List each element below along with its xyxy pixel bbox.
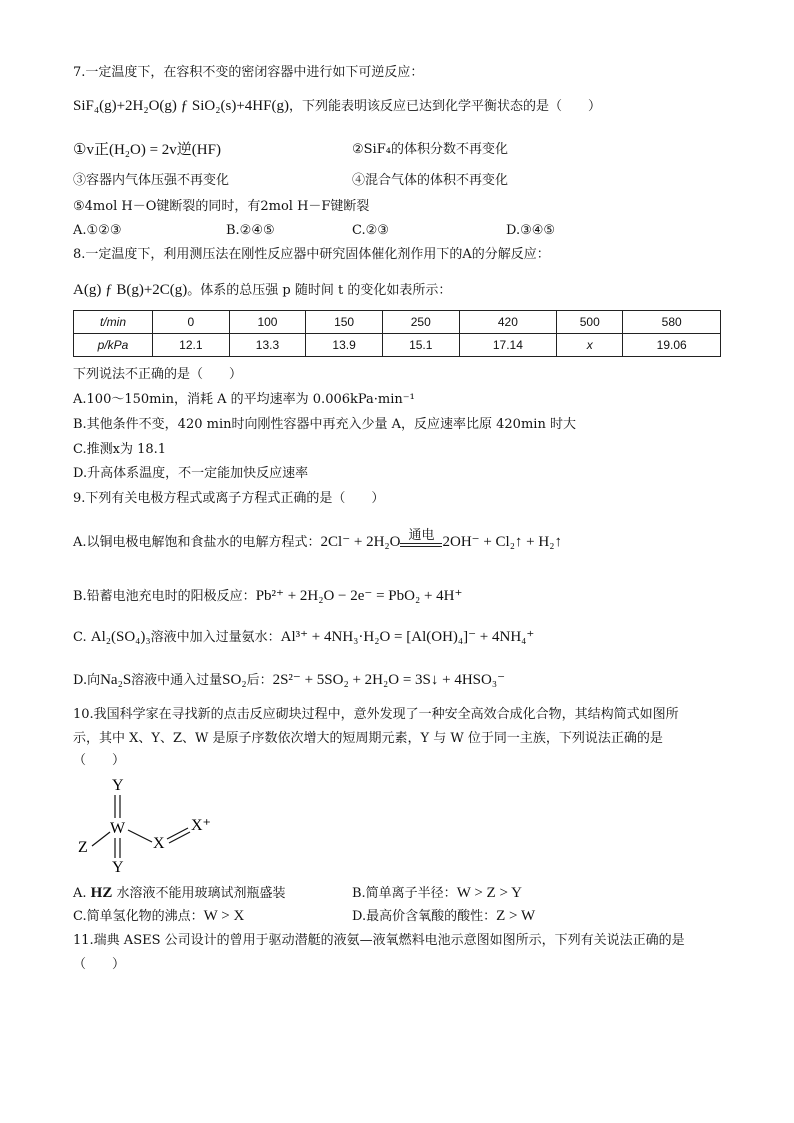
table-cell: 17.14 bbox=[459, 334, 557, 357]
q8-stem: 8.一定温度下，利用测压法在刚性反应器中研究固体催化剂作用下的A的分解反应： bbox=[73, 247, 550, 262]
table-row-pressure bbox=[74, 334, 721, 357]
q7-equation: SiF₄(g)+2H₂O(g) ƒ SiO₂(s)+4HF(g) bbox=[73, 98, 289, 114]
table-row-time bbox=[74, 311, 721, 334]
table-cell: p/kPa bbox=[74, 334, 153, 357]
table-cell: 100 bbox=[229, 311, 306, 334]
q9-option-d-suffix: 后： bbox=[246, 673, 273, 688]
q9-a-left: 2Cl⁻ + 2H₂O bbox=[320, 534, 401, 550]
q9-option-d-prefix: D.向 bbox=[73, 673, 101, 688]
q10-option-d bbox=[352, 907, 535, 926]
q10-option-b-prefix: B.简单离子半径： bbox=[352, 886, 457, 901]
table-cell: 13.9 bbox=[306, 334, 383, 357]
q8-stem2: 。体系的总压强 p 随时间 t 的变化如表所示： bbox=[187, 283, 452, 298]
q10-stem-3: （ ） bbox=[73, 753, 126, 768]
q8-option-a: A.100～150min，消耗 A 的平均速率为 0.006kPa·min⁻¹ bbox=[73, 392, 415, 407]
q7-stem-line bbox=[73, 97, 601, 116]
q11-stem-2: （ ） bbox=[73, 957, 126, 972]
q9-d-equation: 2S²⁻ + 5SO₂ + 2H₂O = 3S↓ + 4HSO₃⁻ bbox=[272, 672, 505, 688]
table-cell: 0 bbox=[153, 311, 230, 334]
q7-item-1: ①v正(H₂O) = 2v逆(HF) bbox=[73, 142, 221, 158]
q9-option-d-mid: 溶液中通入过量 bbox=[131, 673, 223, 688]
q10-option-c bbox=[73, 907, 244, 926]
q9-d-formula-2: SO₂ bbox=[222, 672, 247, 688]
q7-item-5: ⑤4mol H－O键断裂的同时，有2mol H－F键断裂 bbox=[73, 199, 370, 214]
atom-x: X bbox=[153, 835, 165, 852]
q8-option-b: B.其他条件不变，420 min时向刚性容器中再充入少量 A，反应速率比原 420min 时大 bbox=[73, 417, 576, 432]
table-cell: 12.1 bbox=[153, 334, 230, 357]
table-cell: 150 bbox=[306, 311, 383, 334]
q9-d-formula-1: Na₂S bbox=[100, 672, 132, 688]
q9-option-a bbox=[73, 528, 562, 552]
q7-stem2: ，下列能表明该反应已达到化学平衡状态的是（ ） bbox=[288, 99, 601, 114]
q9-stem: 9.下列有关电极方程式或离子方程式正确的是（ ） bbox=[73, 491, 385, 506]
table-cell: 420 bbox=[459, 311, 557, 334]
q8-equation: A(g) ƒ B(g)+2C(g) bbox=[73, 282, 188, 298]
structure-diagram bbox=[70, 770, 230, 880]
atom-x-plus: X⁺ bbox=[191, 817, 211, 834]
atom-y-bottom: Y bbox=[112, 859, 124, 876]
table-cell: 500 bbox=[557, 311, 623, 334]
q7-item-4: ④混合气体的体积不再变化 bbox=[352, 173, 509, 188]
q10-option-d-prefix: D.最高价含氧酸的酸性： bbox=[352, 909, 497, 924]
atom-w: W bbox=[110, 820, 126, 837]
q10-option-c-text: W > X bbox=[203, 908, 245, 924]
q9-option-c bbox=[73, 628, 534, 647]
q10-option-a-prefix: A. bbox=[73, 886, 91, 901]
q7-option-a: A.①②③ bbox=[73, 223, 122, 238]
q10-option-b-text: W > Z > Y bbox=[456, 885, 522, 901]
q8-stem-line bbox=[73, 281, 451, 300]
atom-y-top: Y bbox=[112, 777, 124, 794]
q7-stem: 7.一定温度下，在容积不变的密闭容器中进行如下可逆反应： bbox=[73, 65, 424, 80]
bond bbox=[169, 832, 190, 843]
atom-z: Z bbox=[78, 839, 88, 856]
q9-option-a-label: A.以铜电极电解饱和食盐水的电解方程式： bbox=[73, 535, 321, 550]
q7-item-3: ③容器内气体压强不再变化 bbox=[73, 173, 230, 188]
q9-b-equation: Pb²⁺ + 2H₂O − 2e⁻ = PbO₂ + 4H⁺ bbox=[255, 588, 463, 604]
q10-option-c-prefix: C.简单氢化物的沸点： bbox=[73, 909, 204, 924]
q10-stem-2: 示，其中 X、Y、Z、W 是原子序数依次增大的短周期元素，Y 与 W 位于同一主族，下列说法正确的是 bbox=[73, 731, 663, 746]
q10-stem-1: 10.我国科学家在寻找新的点击反应砌块过程中，意外发现了一种安全高效合成化合物，其结构简式如图所 bbox=[73, 707, 679, 722]
table-cell: x bbox=[557, 334, 623, 357]
pressure-table bbox=[73, 310, 721, 357]
q10-option-b bbox=[352, 884, 522, 903]
q9-option-b bbox=[73, 587, 462, 606]
q11-stem-1: 11.瑞典 ASES 公司设计的曾用于驱动潜艇的液氨—液氧燃料电池示意图如图所示，下列有关说法正确的是 bbox=[73, 933, 685, 948]
q9-option-b-label: B.铅蓄电池充电时的阳极反应： bbox=[73, 589, 256, 604]
q9-option-c-prefix: C. bbox=[73, 630, 91, 645]
table-cell: 580 bbox=[623, 311, 721, 334]
electrolysis-arrow bbox=[400, 528, 442, 552]
q8-option-c: C.推测x为 18.1 bbox=[73, 442, 167, 457]
condition-label: 通电 bbox=[408, 528, 435, 543]
q8-question: 下列说法不正确的是（ ） bbox=[73, 367, 243, 382]
q7-option-c: C.②③ bbox=[352, 223, 389, 238]
q9-c-equation: Al³⁺ + 4NH₃·H₂O = [Al(OH)₄]⁻ + 4NH₄⁺ bbox=[280, 629, 535, 645]
table-cell: 19.06 bbox=[623, 334, 721, 357]
table-cell: 15.1 bbox=[382, 334, 459, 357]
q10-option-a-formula: HZ bbox=[90, 885, 113, 901]
table-cell: t/min bbox=[74, 311, 153, 334]
q9-c-formula: Al₂(SO₄)₃ bbox=[90, 629, 151, 645]
bond bbox=[92, 832, 110, 846]
q10-option-a-text: 水溶液不能用玻璃试剂瓶盛装 bbox=[112, 886, 286, 901]
q9-option-c-label: 溶液中加入过量氨水： bbox=[150, 630, 281, 645]
bond bbox=[167, 828, 188, 839]
q7-option-b: B.②④⑤ bbox=[226, 223, 275, 238]
bond bbox=[128, 830, 152, 842]
q8-option-d: D.升高体系温度，不一定能加快反应速率 bbox=[73, 466, 309, 481]
q10-option-d-text: Z > W bbox=[496, 908, 536, 924]
q9-option-d bbox=[73, 671, 505, 690]
table-cell: 13.3 bbox=[229, 334, 306, 357]
q7-option-d: D.③④⑤ bbox=[506, 223, 556, 238]
q9-a-right: 2OH⁻ + Cl₂↑ + H₂↑ bbox=[442, 534, 562, 550]
table-cell: 250 bbox=[382, 311, 459, 334]
q10-option-a bbox=[73, 884, 285, 903]
q7-item-2: ②SiF₄的体积分数不再变化 bbox=[352, 142, 508, 157]
